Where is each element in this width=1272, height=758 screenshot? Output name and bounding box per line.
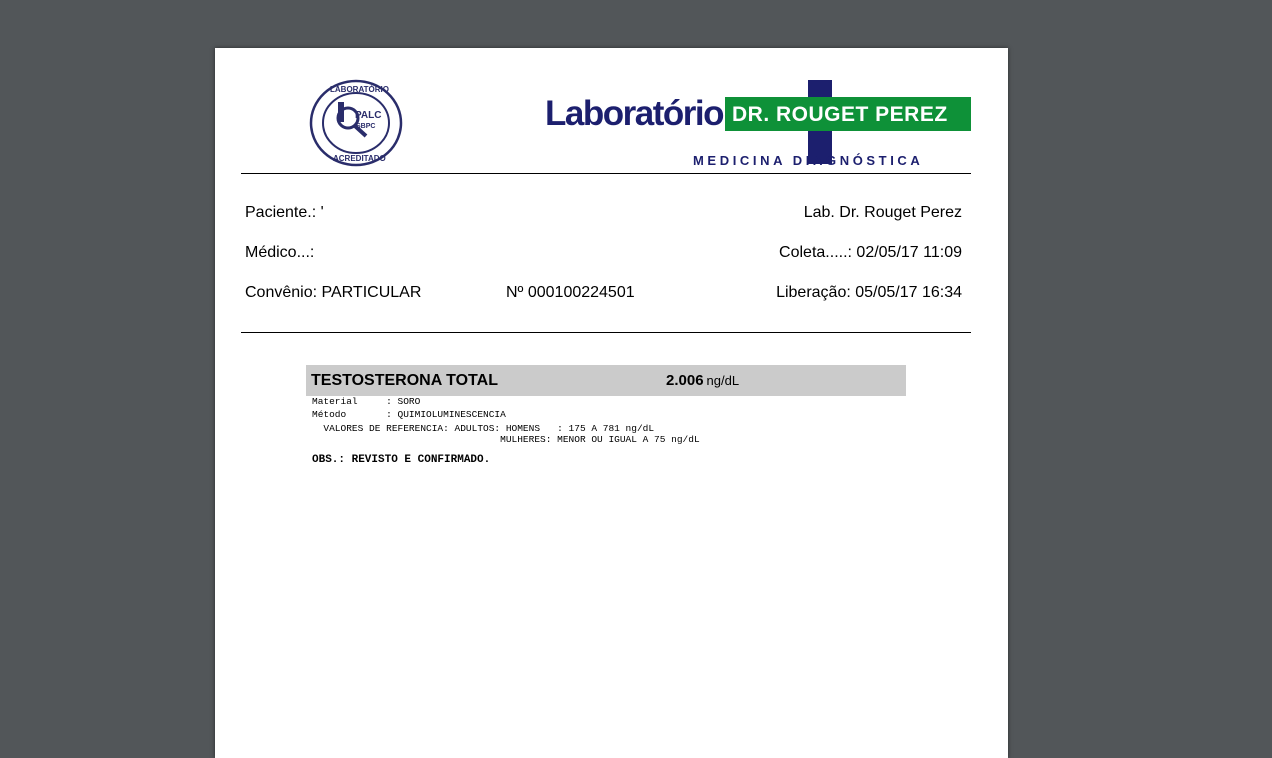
accreditation-seal: [308, 78, 404, 168]
exam-unit: ng/dL: [706, 373, 740, 388]
lab-name: Lab. Dr. Rouget Perez: [803, 204, 962, 221]
logo-subtitle: MEDICINA DIAGNÓSTICA: [693, 153, 924, 168]
material-line: Material : SORO: [312, 396, 421, 407]
exam-value: 2.006: [666, 372, 704, 389]
lab-logo: [545, 78, 975, 173]
exam-value-group: [666, 372, 739, 390]
seal-center-1: PALC: [355, 110, 382, 121]
release-date: Liberação: 05/05/17 16:34: [776, 284, 962, 301]
insurance: Convênio: PARTICULAR: [245, 284, 422, 301]
seal-top-text: LABORATÓRIO: [330, 85, 389, 94]
exam-name: TESTOSTERONA TOTAL: [311, 372, 498, 389]
collection-date: Coleta.....: 02/05/17 11:09: [779, 244, 962, 261]
logo-lab-word: Laboratório: [545, 94, 723, 133]
seal-bottom-text: ACREDITADO: [333, 154, 386, 163]
order-number: Nº 000100224501: [506, 284, 635, 301]
patient-label: Paciente.: ': [245, 204, 324, 221]
reference-line-2: MULHERES: MENOR OU IGUAL A 75 ng/dL: [312, 434, 700, 445]
header-divider: [241, 173, 971, 174]
method-line: Método : QUIMIOLUMINESCENCIA: [312, 409, 506, 420]
exam-result-bar: [306, 365, 906, 396]
logo-doctor-name: DR. ROUGET PEREZ: [732, 103, 948, 126]
seal-center-2: SBPC: [356, 123, 376, 130]
doctor-label: Médico...:: [245, 244, 315, 261]
reference-line-1: VALORES DE REFERENCIA: ADULTOS: HOMENS : 175 A 781 ng/dL: [312, 423, 655, 434]
info-divider: [241, 332, 971, 333]
document-page: [215, 48, 1008, 758]
observation: OBS.: REVISTO E CONFIRMADO.: [312, 454, 491, 466]
